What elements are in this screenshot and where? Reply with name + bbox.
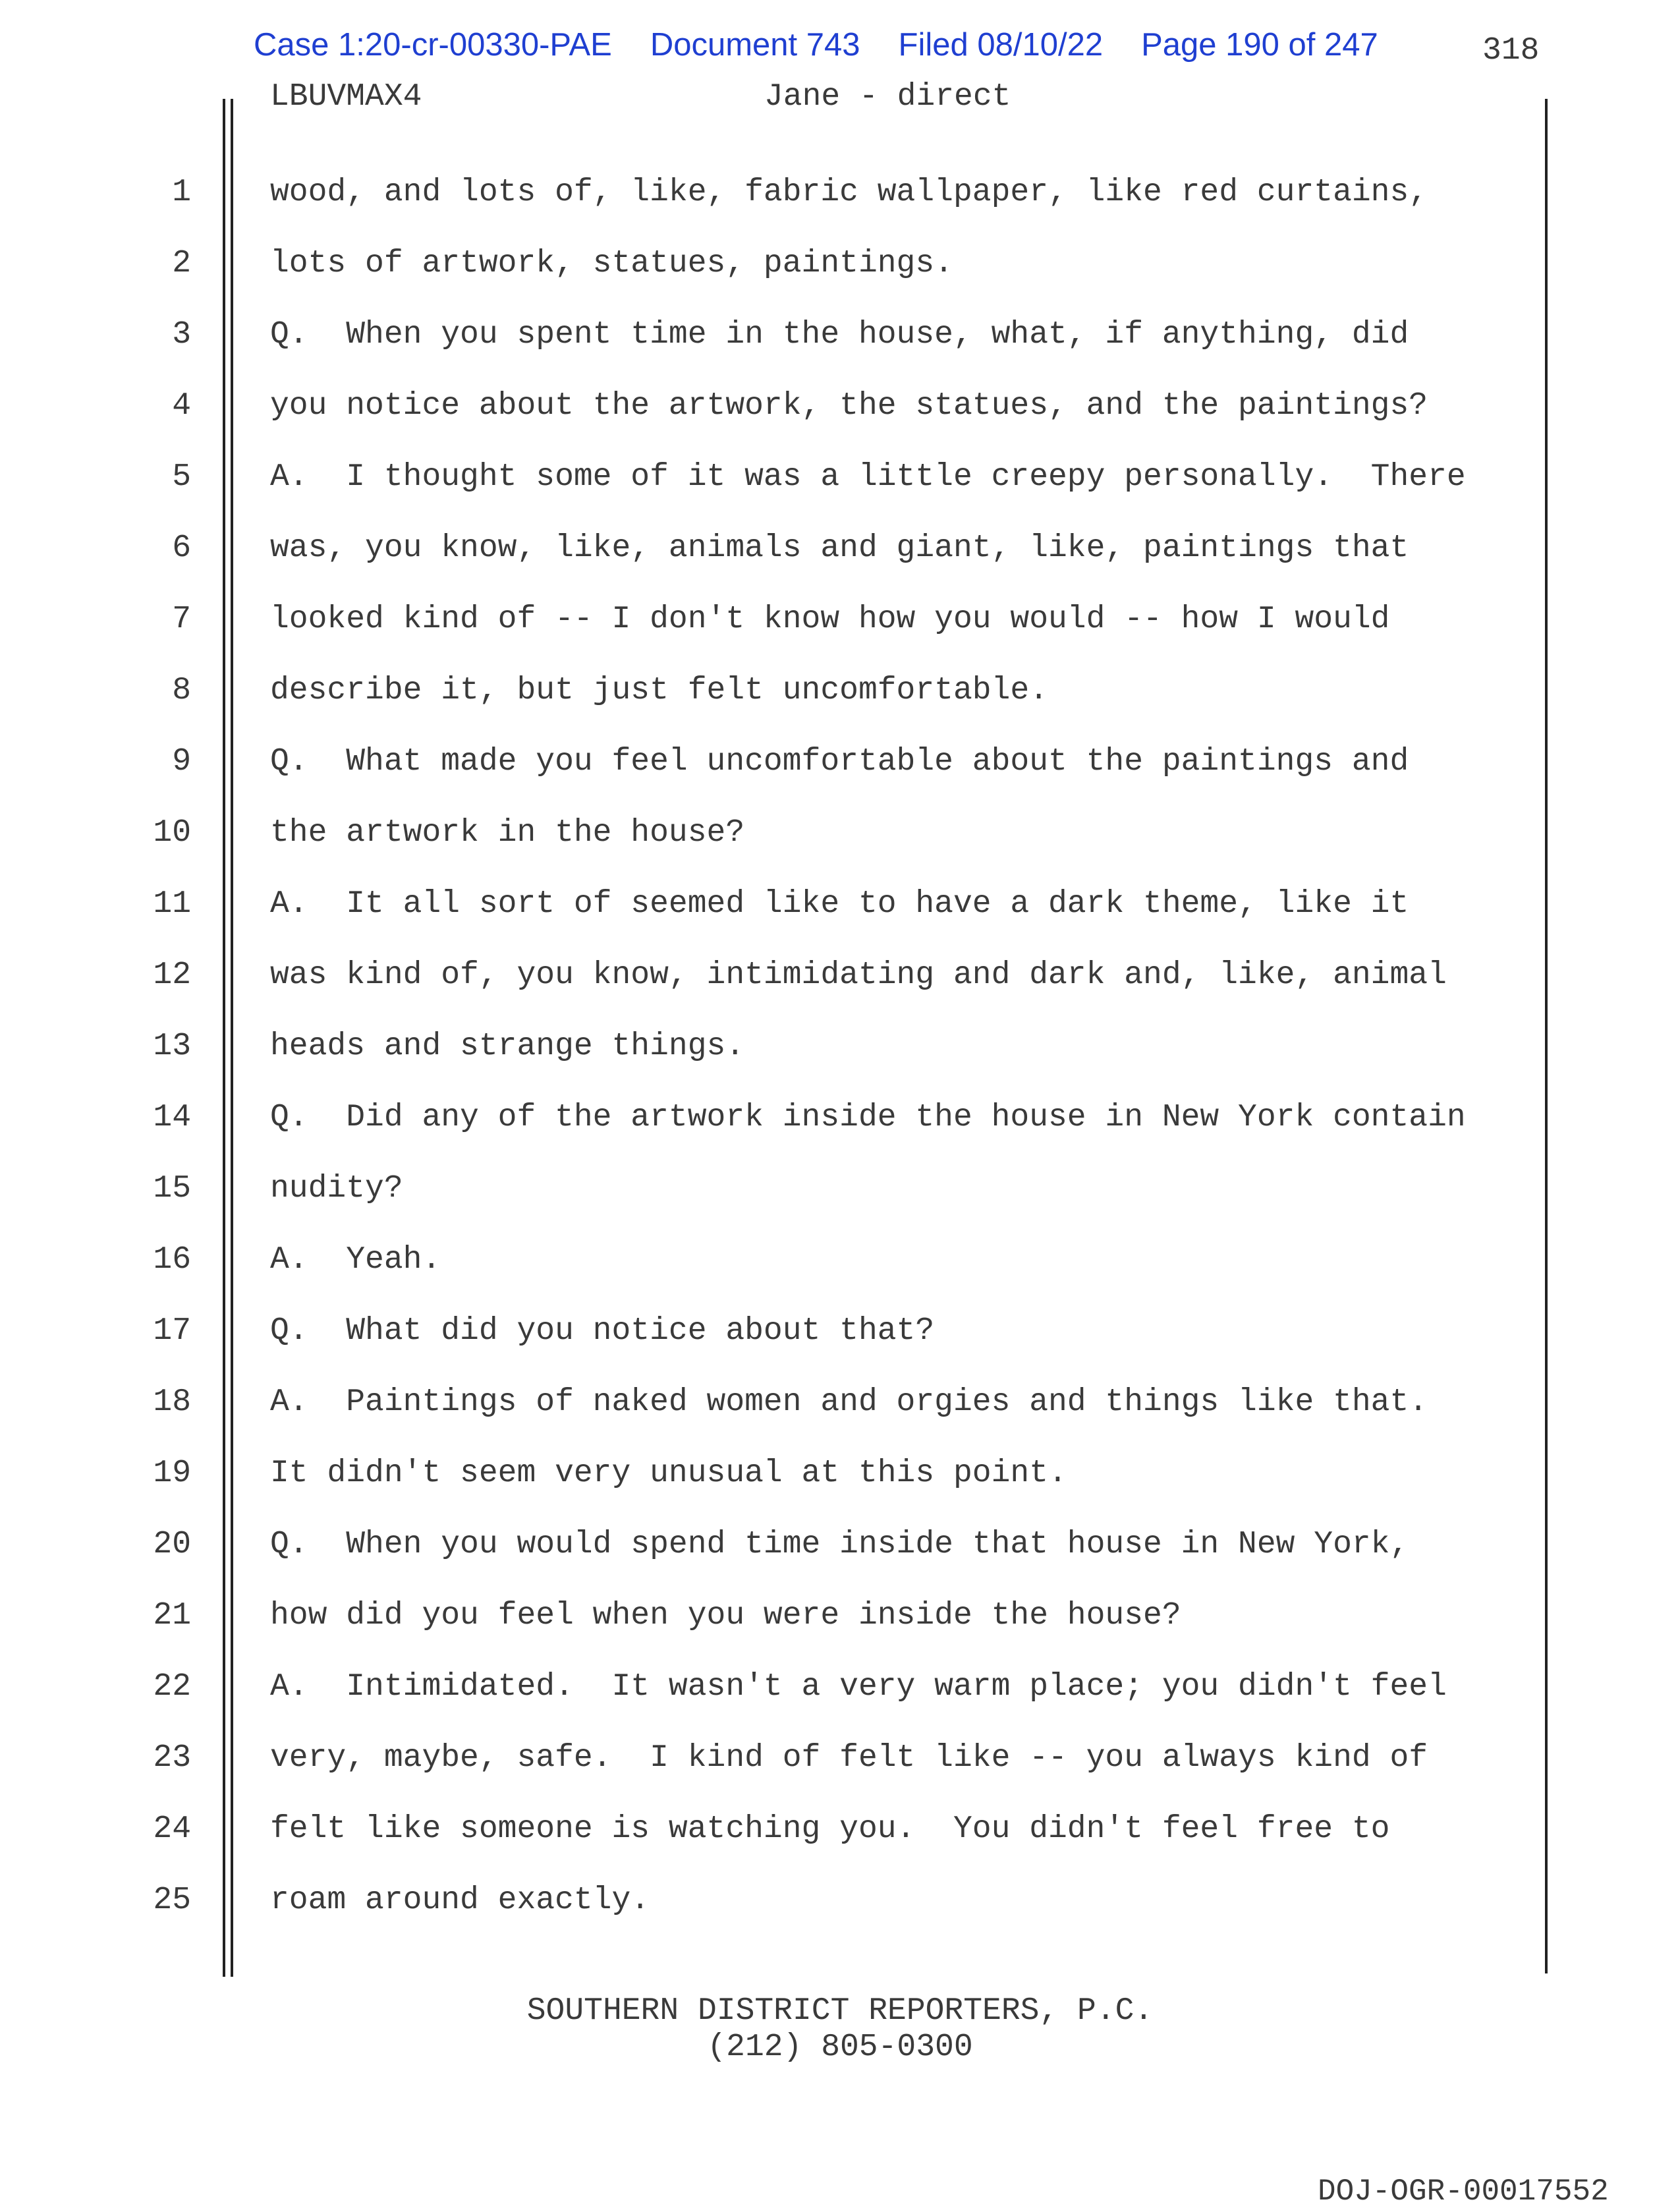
line-number: 19 <box>153 1456 191 1491</box>
line-number: 10 <box>153 815 191 851</box>
line-number: 13 <box>153 1029 191 1064</box>
line-number: 6 <box>172 530 191 566</box>
transcript-line: very, maybe, safe. I kind of felt like -- you always kind of <box>270 1740 1428 1776</box>
transcript-line: roam around exactly. <box>270 1883 650 1918</box>
line-number: 14 <box>153 1100 191 1135</box>
ecf-header-stamp <box>254 26 1416 63</box>
transcript-line: A. I thought some of it was a little creepy personally. There <box>270 459 1466 495</box>
filed-date: Filed 08/10/22 <box>898 27 1104 63</box>
transcript-line: A. Intimidated. It wasn't a very warm place; you didn't feel <box>270 1669 1447 1705</box>
transcript-line: nudity? <box>270 1171 403 1206</box>
transcript-line: A. It all sort of seemed like to have a dark theme, like it <box>270 886 1409 922</box>
transcript-line: was, you know, like, animals and giant, like, paintings that <box>270 530 1409 566</box>
line-number: 20 <box>153 1527 191 1562</box>
line-number: 21 <box>153 1598 191 1633</box>
reporter-name: SOUTHERN DISTRICT REPORTERS, P.C. <box>526 1993 1154 2029</box>
line-number: 16 <box>153 1242 191 1278</box>
transcript-page-number: 318 <box>1482 33 1540 69</box>
transcript-line: how did you feel when you were inside the house? <box>270 1598 1181 1633</box>
transcript-code: LBUVMAX4 <box>270 79 422 115</box>
reporter-phone: (212) 805-0300 <box>707 2029 973 2065</box>
line-number: 2 <box>172 246 191 281</box>
transcript-line: the artwork in the house? <box>270 815 745 851</box>
document-number: Document 743 <box>650 27 860 63</box>
transcript-line: felt like someone is watching you. You didn't feel free to <box>270 1811 1390 1847</box>
transcript-line: A. Paintings of naked women and orgies and things like that. <box>270 1384 1428 1420</box>
line-number: 25 <box>153 1883 191 1918</box>
left-margin-rule-inner <box>231 99 233 1977</box>
line-number: 24 <box>153 1811 191 1847</box>
line-number: 5 <box>172 459 191 495</box>
page-of-total: Page 190 of 247 <box>1141 27 1378 63</box>
line-number: 4 <box>172 388 191 424</box>
transcript-line: A. Yeah. <box>270 1242 441 1278</box>
transcript-line: Q. What made you feel uncomfortable about the paintings and <box>270 744 1409 780</box>
transcript-line: you notice about the artwork, the statues, and the paintings? <box>270 388 1428 424</box>
transcript-line: It didn't seem very unusual at this point. <box>270 1456 1067 1491</box>
line-number: 1 <box>172 175 191 210</box>
line-number: 9 <box>172 744 191 780</box>
line-number: 22 <box>153 1669 191 1705</box>
left-margin-rule-outer <box>223 99 225 1977</box>
transcript-line: looked kind of -- I don't know how you would -- how I would <box>270 602 1390 637</box>
line-number: 7 <box>172 602 191 637</box>
transcript-line: was kind of, you know, intimidating and dark and, like, animal <box>270 957 1447 993</box>
line-number: 15 <box>153 1171 191 1206</box>
line-number: 12 <box>153 957 191 993</box>
right-margin-rule <box>1545 99 1548 1973</box>
transcript-line: Q. When you would spend time inside that house in New York, <box>270 1527 1409 1562</box>
line-number: 18 <box>153 1384 191 1420</box>
line-number: 8 <box>172 673 191 708</box>
transcript-line: heads and strange things. <box>270 1029 745 1064</box>
transcript-line: Q. When you spent time in the house, what, if anything, did <box>270 317 1409 353</box>
witness-examination: Jane - direct <box>764 79 1011 115</box>
transcript-line: Q. What did you notice about that? <box>270 1313 935 1349</box>
line-number: 17 <box>153 1313 191 1349</box>
transcript-line: Q. Did any of the artwork inside the house in New York contain <box>270 1100 1466 1135</box>
case-number: Case 1:20-cr-00330-PAE <box>254 27 612 63</box>
line-number: 11 <box>153 886 191 922</box>
bates-number: DOJ-OGR-00017552 <box>1318 2174 1609 2209</box>
transcript-line: describe it, but just felt uncomfortable. <box>270 673 1048 708</box>
line-number: 3 <box>172 317 191 353</box>
line-number: 23 <box>153 1740 191 1776</box>
transcript-line: wood, and lots of, like, fabric wallpaper, like red curtains, <box>270 175 1428 210</box>
transcript-line: lots of artwork, statues, paintings. <box>270 246 953 281</box>
